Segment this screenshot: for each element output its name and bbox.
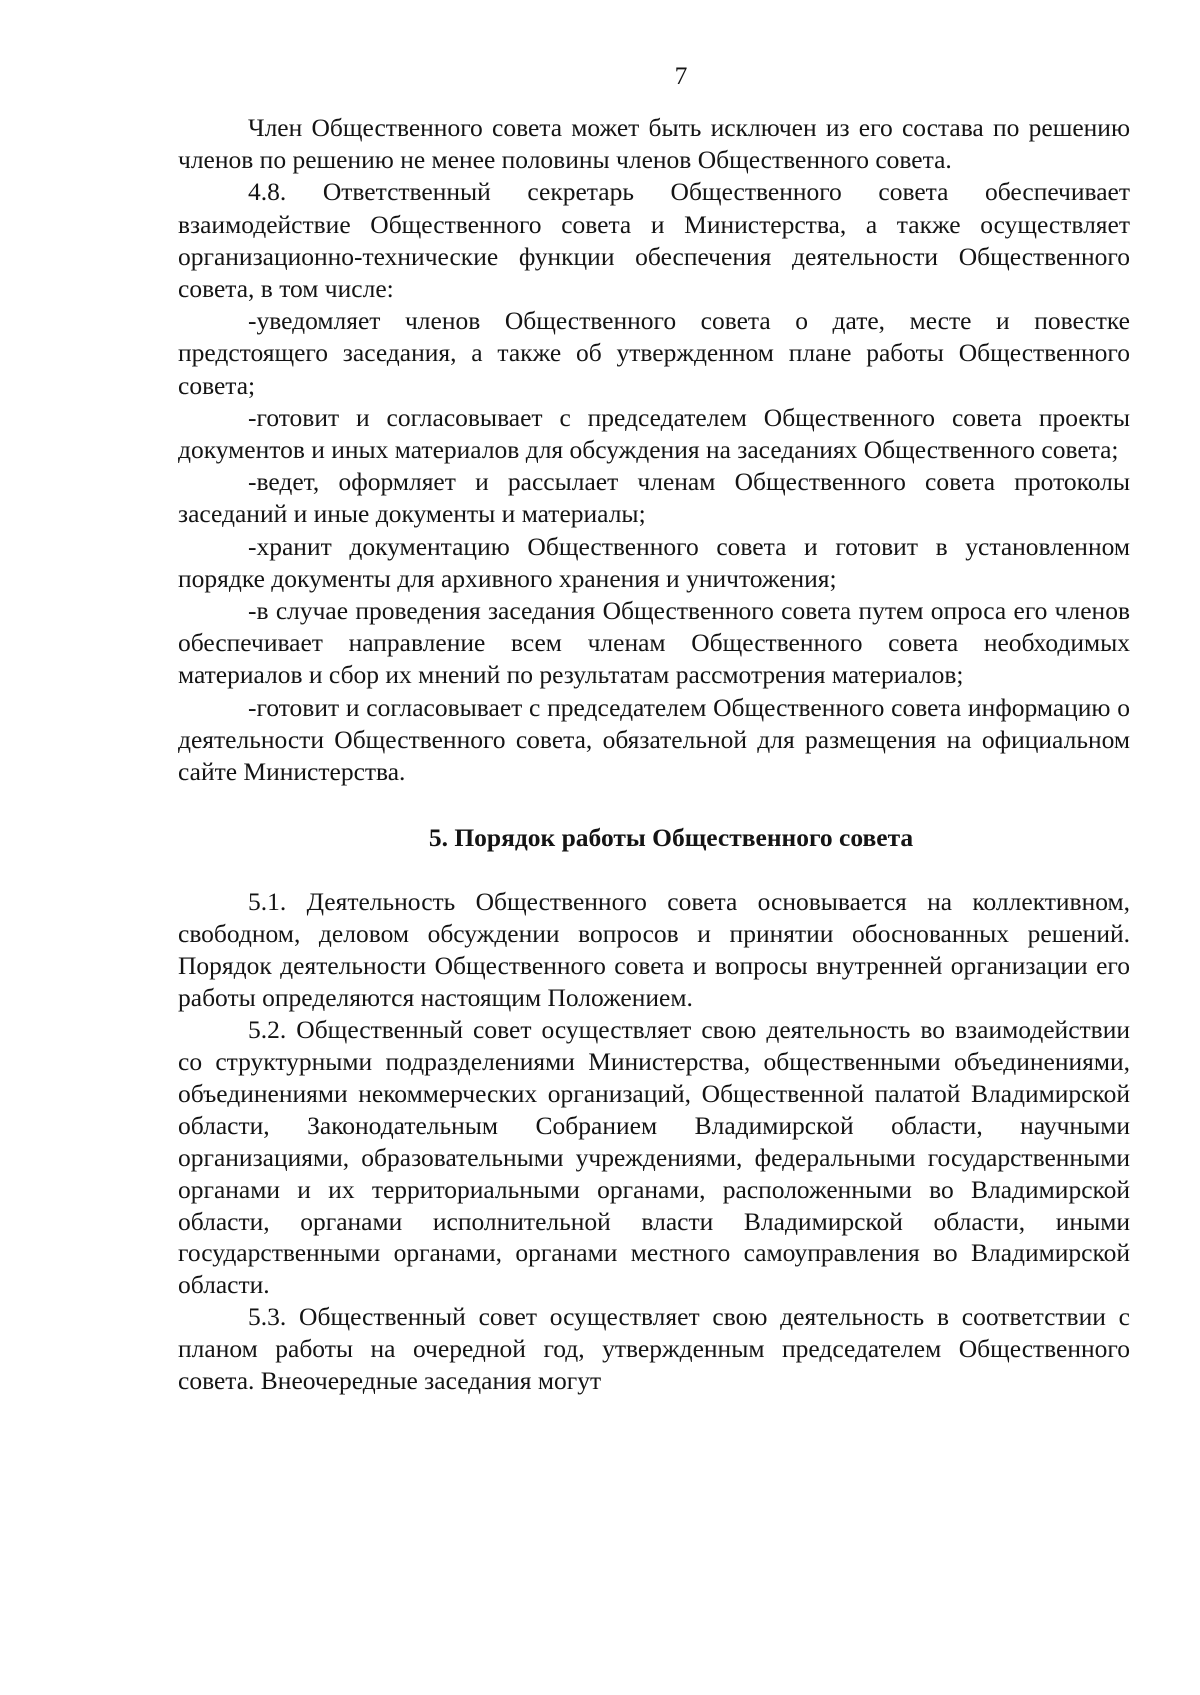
- paragraph-5-3: 5.3. Общественный совет осуществляет свою деятельность в соответствии с планом работы на очередной год, утвержденным председателем Общественного совета. Внеочередные заседания могут: [178, 1302, 1130, 1396]
- paragraph-member-exclusion: Член Общественного совета может быть исключен из его состава по решению членов по решению не менее половины членов Общественного совета.: [178, 113, 1130, 175]
- paragraph-4-8: 4.8. Ответственный секретарь Общественного совета обеспечивает взаимодействие Общественного совета и Министерства, а также осуществляет организационно-технические функции обеспечения деятельности Общественного совета, в том числе:: [178, 177, 1130, 304]
- paragraph-5-2: 5.2. Общественный совет осуществляет свою деятельность во взаимодействии со структурными подразделениями Министерства, общественными объединениями, объединениями некоммерческих организаций, Общественной палатой Владимирской области, Законодательным Собранием Владимирской области, научными организациями, образовательными учреждениями, федеральными государственными органами и их территориальными органами, расположенными во Владимирской области, органами исполнительной власти Владимирской области, иными государственными органами, органами местного самоуправления во Владимирской области.: [178, 1015, 1130, 1300]
- list-item-survey-meeting: -в случае проведения заседания Общественного совета путем опроса его членов обеспечивает направление всем членам Общественного совета необходимых материалов и сбор их мнений по результатам рассмотрения материалов;: [178, 596, 1130, 690]
- paragraph-5-1: 5.1. Деятельность Общественного совета основывается на коллективном, свободном, деловом обсуждении вопросов и принятии обоснованных решений. Порядок деятельности Общественного совета и вопросы внутренней организации его работы определяются настоящим Положением.: [178, 887, 1130, 1013]
- list-item-prepare-documents: -готовит и согласовывает с председателем Общественного совета проекты документов и иных материалов для обсуждения на заседаниях Общественного совета;: [178, 402, 1130, 465]
- document-page: [178, 60, 1130, 1397]
- list-item-keep-protocols: -ведет, оформляет и рассылает членам Общественного совета протоколы заседаний и иные документы и материалы;: [178, 467, 1130, 529]
- list-item-store-documentation: -хранит документацию Общественного совета и готовит в установленном порядке документы для архивного хранения и уничтожения;: [178, 531, 1130, 593]
- list-item-publish-information: -готовит и согласовывает с председателем Общественного совета информацию о деятельности Общественного совета, обязательной для размещения на официальном сайте Министерства.: [178, 692, 1130, 787]
- section-heading: 5. Порядок работы Общественного совета: [428, 823, 914, 853]
- list-item-notify-members: -уведомляет членов Общественного совета о дате, месте и повестке предстоящего заседания, а также об утвержденном плане работы Общественного совета;: [178, 306, 1130, 400]
- page-number: 7: [674, 61, 688, 90]
